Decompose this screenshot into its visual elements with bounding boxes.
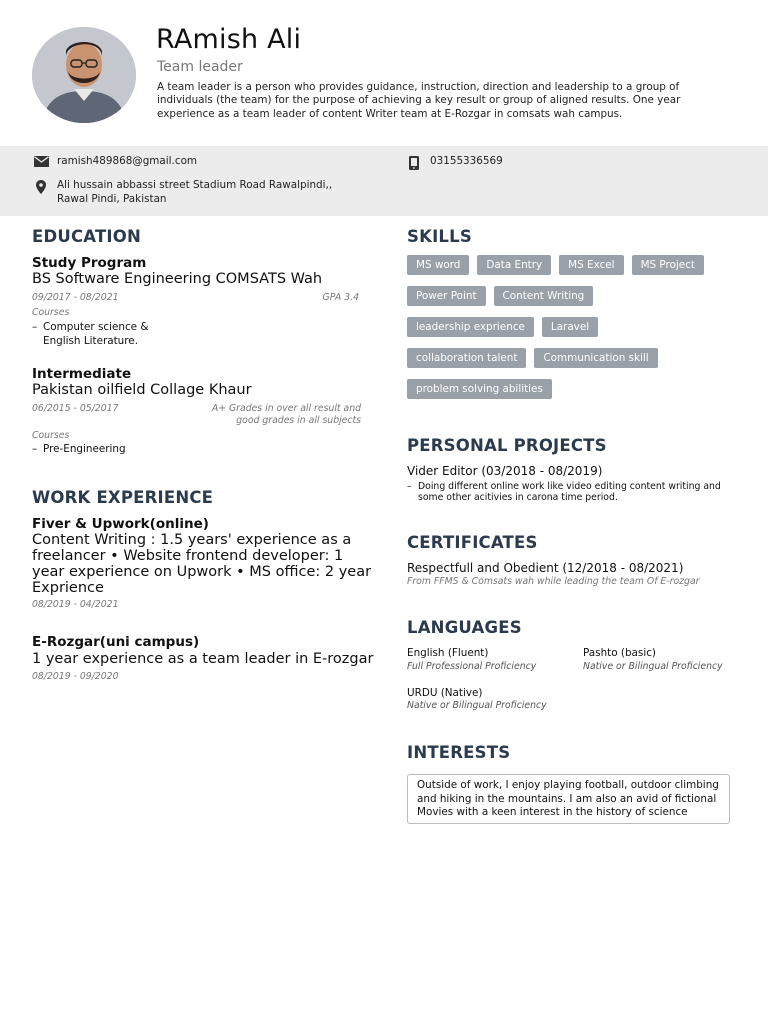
interests-box	[407, 774, 730, 824]
interests-line-2: and hiking in the mountains. I am also an avid of fictional	[417, 792, 717, 805]
education-title: EDUCATION	[32, 227, 141, 246]
education-1-degree: BS Software Engineering COMSATS Wah	[32, 271, 323, 287]
certificates-title: CERTIFICATES	[407, 533, 538, 552]
language-3-level: Native or Bilingual Proficiency	[407, 700, 547, 711]
skill-tag: Power Point	[407, 286, 486, 306]
language-1-level: Full Professional Proficiency	[407, 661, 537, 672]
work-experience-title: WORK EXPERIENCE	[32, 488, 214, 507]
interests-title: INTERESTS	[407, 743, 511, 762]
language-3-name: URDU (Native)	[407, 687, 483, 699]
skill-tag: collaboration talent	[407, 348, 526, 368]
email-text[interactable]: ramish489868@gmail.com	[57, 155, 198, 167]
phone-row[interactable]	[406, 155, 503, 170]
work-1-company: Fiver & Upwork(online)	[32, 516, 209, 532]
language-2-level: Native or Bilingual Proficiency	[583, 661, 723, 672]
address-row	[33, 179, 332, 206]
language-1-name: English (Fluent)	[407, 647, 489, 659]
skill-tag: Laravel	[542, 317, 598, 337]
education-1-courses-label: Courses	[32, 307, 70, 318]
work-1-line-3: year experience on Upwork • MS office: 2 year	[32, 564, 372, 580]
language-2-name: Pashto (basic)	[583, 647, 656, 659]
education-2-degree: Pakistan oilfield Collage Khaur	[32, 382, 252, 398]
candidate-name: RAmish Ali	[156, 24, 302, 55]
profile-photo	[32, 27, 136, 123]
address-line-1: Ali hussain abbassi street Stadium Road Rawalpindi,,	[57, 179, 333, 191]
interests-line-3: Movies with a keen interest in the history of science	[417, 806, 688, 818]
project-description-line-2: some other acitivies in carona time period.	[418, 492, 618, 503]
certificate-name: Respectfull and Obedient (12/2018 - 08/2021)	[407, 561, 684, 575]
skill-tag: MS Excel	[559, 255, 623, 275]
location-pin-icon	[33, 179, 49, 194]
skill-tag: MS Project	[632, 255, 704, 275]
phone-text[interactable]: 03155336569	[430, 155, 503, 167]
phone-icon	[406, 155, 422, 170]
education-1-course-line-2: English Literature.	[43, 334, 139, 347]
personal-projects-title: PERSONAL PROJECTS	[407, 436, 607, 455]
profile-summary: A team leader is a person who provides guidance, instruction, direction and leadership to a group of individuals (the team) for the purpose of achieving a key result or group of aligned results. One year experience as a team leader of content Writer team at E-Rozgar in comsats wah campus.	[157, 81, 681, 120]
education-2-grade-line-2: good grades in all subjects	[236, 415, 361, 426]
education-1-dates: 09/2017 - 08/2021	[32, 292, 119, 303]
skills-title: SKILLS	[407, 227, 472, 246]
project-description	[407, 481, 727, 503]
education-2-course-item: – Pre-Engineering	[32, 443, 126, 457]
work-2-description: 1 year experience as a team leader in E-rozgar	[32, 651, 374, 667]
address-line-2: Rawal Pindi, Pakistan	[57, 192, 167, 205]
work-1-line-1: Content Writing : 1.5 years' experience as a	[32, 532, 352, 548]
work-2-dates: 08/2019 - 09/2020	[32, 671, 119, 682]
education-2-institution: Intermediate	[32, 366, 132, 382]
education-1-institution: Study Program	[32, 255, 147, 271]
education-2-dates: 06/2015 - 05/2017	[32, 403, 119, 414]
education-1-grade: GPA 3.4	[322, 292, 359, 303]
skill-tag: MS word	[407, 255, 469, 275]
work-1-line-2: freelancer • Website frontend developer: 1	[32, 548, 344, 564]
education-2-grade	[199, 403, 361, 427]
work-1-dates: 08/2019 - 04/2021	[32, 599, 119, 610]
work-2-company: E-Rozgar(uni campus)	[32, 634, 200, 650]
languages-title: LANGUAGES	[407, 618, 522, 637]
skill-tag: problem solving abilities	[407, 379, 552, 399]
work-1-line-4: Exprience	[32, 580, 104, 596]
interests-line-1: Outside of work, I enjoy playing football, outdoor climbing	[417, 779, 719, 791]
email-row[interactable]	[33, 155, 197, 169]
profile-photo-illustration	[32, 27, 136, 123]
project-name: Vider Editor (03/2018 - 08/2019)	[407, 464, 603, 478]
skill-tag: Content Writing	[494, 286, 594, 306]
envelope-icon	[33, 155, 49, 167]
skill-tag: Data Entry	[477, 255, 551, 275]
skill-tag: leadership exprience	[407, 317, 534, 337]
education-2-courses-label: Courses	[32, 430, 70, 441]
work-1-description	[32, 532, 372, 596]
certificate-description: From FFMS & Comsats wah while leading the team Of E-rozgar	[407, 576, 700, 587]
education-2-grade-line-1: A+ Grades in over all result and	[211, 403, 361, 414]
skill-tag: Communication skill	[534, 348, 657, 368]
education-1-course-item	[32, 321, 148, 348]
education-1-course-line-1: – Computer science &	[43, 321, 149, 333]
candidate-role: Team leader	[157, 59, 243, 75]
skills-tag-list	[407, 255, 737, 410]
contact-bar	[0, 146, 768, 216]
resume-header	[0, 0, 768, 146]
project-description-line-1: – Doing different online work like video editing content writing and	[418, 481, 721, 492]
